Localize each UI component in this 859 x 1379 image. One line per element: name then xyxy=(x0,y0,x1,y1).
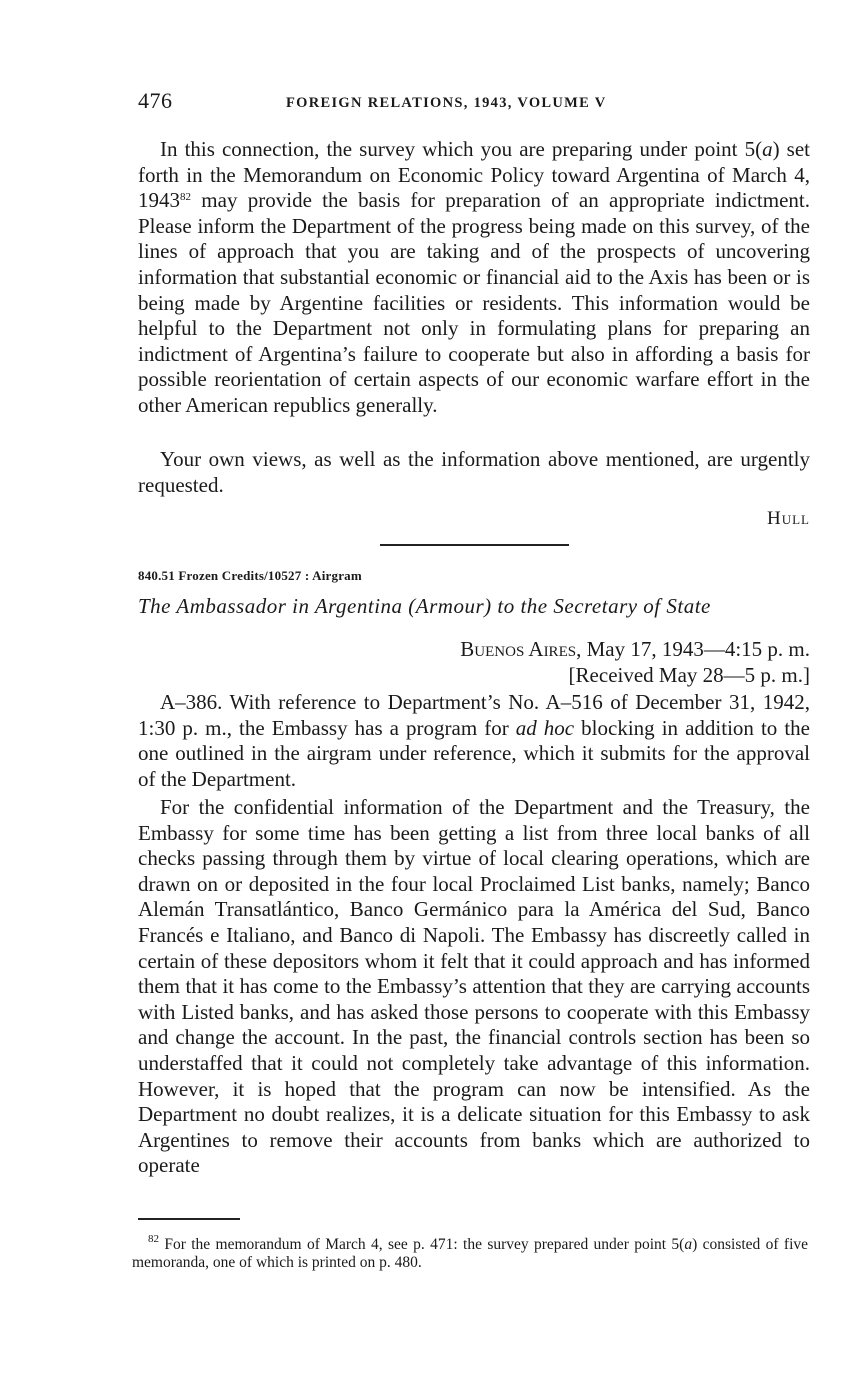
paragraph-airgram xyxy=(138,690,810,792)
paragraph-text: In this connection, the survey which you are preparing under point 5( xyxy=(160,137,763,161)
paragraph-text: ) set forth in the Memorandum on Economic Policy toward Argentina of March 4, 1943 xyxy=(138,137,810,213)
footnote-text: For the memorandum of March 4, see p. 471: the survey prepared under point 5( xyxy=(159,1236,685,1253)
dateline-date: , May 17, 1943—4:15 p. m. xyxy=(576,637,810,661)
paragraph-text: may provide the basis for preparation of an appropriate indictment. Please inform the Department of the progress being made on this survey, of the lines of approach that you are taking and of the prospects of uncovering information that substantial economic or financial aid to the Axis has been or is being made by Argentine facilities or residents. This information would be helpful to the Department not only in formulating plans for preparing an indictment of Argentina’s failure to cooperate but also in affording a basis for possible reorientation of certain aspects of our economic warfare effort in the other American republics generally. xyxy=(138,188,810,417)
footnote-mark: 82 xyxy=(148,1233,159,1245)
footnote-text: ) consisted of five memoranda, one of which is printed on p. 480. xyxy=(132,1236,809,1271)
footnote-reference: 82 xyxy=(180,191,191,204)
paragraph-text: A–386. With reference to Department’s No. A–516 of December 31, 1942, 1:30 p. m., the Embassy has a program for xyxy=(138,690,810,740)
document-heading xyxy=(138,594,810,619)
footnote xyxy=(132,1233,809,1272)
paragraph-italic: a xyxy=(762,137,773,161)
heading-text: ) to the Secretary of State xyxy=(484,594,711,618)
heading-text: The Ambassador in Argentina ( xyxy=(138,594,416,618)
paragraph-views xyxy=(138,447,810,498)
paragraph-survey xyxy=(138,137,810,419)
paragraph-confidential xyxy=(138,795,810,1179)
paragraph-text: Your own views, as well as the information above mentioned, are urgently requested. xyxy=(138,447,810,497)
page-number: 476 xyxy=(138,88,173,113)
footnote-italic: a xyxy=(684,1236,693,1253)
paragraph-text: For the confidential information of the Department and the Treasury, the Embassy for some time has been getting a list from three local banks of all checks passing through them by virtue of local clearing operations, which are drawn on or deposited in the four local Proclaimed List banks, namely; Banco Alemán Transatlántico, Banco Germánico para la América del Sud, Banco Francés e Italiano, and Banco di Napoli. The Embassy has discreetly called in certain of these depositors whom it felt that it could approach and has informed them that it has come to the Embassy’s attention that they are carrying accounts with Listed banks, and has asked those persons to cooperate with this Embassy and change the account. In the past, the financial controls section has been so understaffed that it could not completely take advantage of this information. However, it is hoped that the program can now be intensified. As the Department no doubt realizes, it is a delicate situation for this Embassy to ask Argentines to remove their accounts from banks which are authorized to operate xyxy=(138,795,810,1178)
received-line: [Received May 28—5 p. m.] xyxy=(568,663,810,687)
signature: Hull xyxy=(767,508,810,529)
footnote-rule xyxy=(138,1218,240,1220)
paragraph-italic: ad hoc xyxy=(515,715,575,740)
running-title: FOREIGN RELATIONS, 1943, VOLUME V xyxy=(286,95,607,111)
dateline-place: Buenos Aires xyxy=(460,637,577,661)
section-divider xyxy=(380,544,569,546)
dateline xyxy=(460,636,810,688)
paragraph-text: blocking in addition to the one outlined in the airgram under reference, which it submits for the approval of the Department. xyxy=(138,715,811,791)
running-head xyxy=(138,88,810,118)
file-reference: 840.51 Frozen Credits/10527 : Airgram xyxy=(138,568,362,583)
heading-name: Armour xyxy=(415,594,485,618)
